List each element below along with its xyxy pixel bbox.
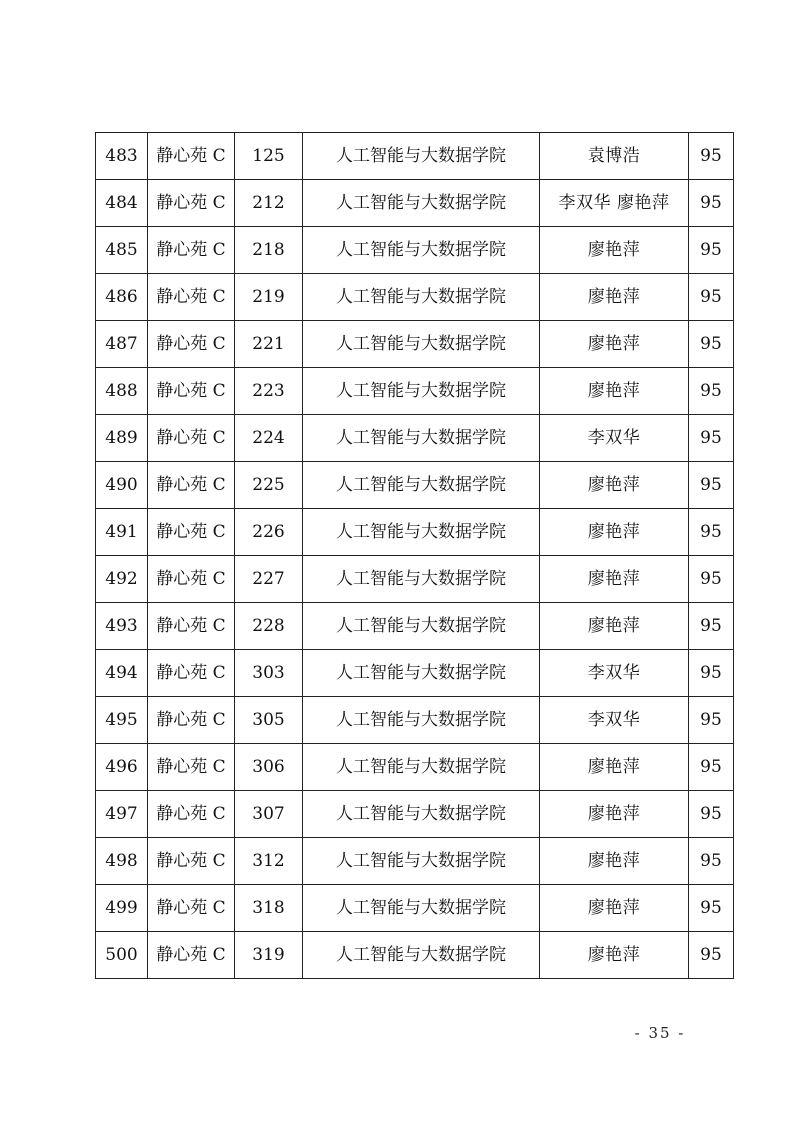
cell-room-number: 225 (235, 462, 303, 509)
cell-building: 静心苑 C (148, 791, 235, 838)
cell-room-number: 319 (235, 932, 303, 979)
cell-college: 人工智能与大数据学院 (303, 603, 540, 650)
cell-room-number: 227 (235, 556, 303, 603)
cell-room-number: 125 (235, 133, 303, 180)
table-row (96, 321, 734, 368)
cell-room-number: 305 (235, 697, 303, 744)
table-row (96, 180, 734, 227)
cell-building: 静心苑 C (148, 415, 235, 462)
cell-counselor-name: 廖艳萍 (540, 838, 689, 885)
cell-building: 静心苑 C (148, 274, 235, 321)
cell-room-number: 312 (235, 838, 303, 885)
cell-college: 人工智能与大数据学院 (303, 838, 540, 885)
table-row (96, 556, 734, 603)
cell-serial-number: 500 (96, 932, 148, 979)
cell-counselor-name: 廖艳萍 (540, 274, 689, 321)
cell-counselor-name: 李双华 廖艳萍 (540, 180, 689, 227)
table-row (96, 368, 734, 415)
cell-counselor-name: 袁博浩 (540, 133, 689, 180)
cell-college: 人工智能与大数据学院 (303, 227, 540, 274)
table-row (96, 462, 734, 509)
cell-score: 95 (689, 274, 734, 321)
cell-college: 人工智能与大数据学院 (303, 274, 540, 321)
cell-score: 95 (689, 368, 734, 415)
page-number: - 35 - (634, 1024, 686, 1042)
cell-room-number: 221 (235, 321, 303, 368)
cell-score: 95 (689, 227, 734, 274)
cell-serial-number: 483 (96, 133, 148, 180)
cell-building: 静心苑 C (148, 321, 235, 368)
table-row (96, 932, 734, 979)
table-row (96, 650, 734, 697)
cell-building: 静心苑 C (148, 227, 235, 274)
cell-college: 人工智能与大数据学院 (303, 556, 540, 603)
cell-counselor-name: 廖艳萍 (540, 556, 689, 603)
cell-score: 95 (689, 321, 734, 368)
table-row (96, 415, 734, 462)
cell-college: 人工智能与大数据学院 (303, 509, 540, 556)
cell-counselor-name: 李双华 (540, 697, 689, 744)
cell-counselor-name: 廖艳萍 (540, 791, 689, 838)
cell-building: 静心苑 C (148, 650, 235, 697)
cell-room-number: 218 (235, 227, 303, 274)
cell-counselor-name: 廖艳萍 (540, 509, 689, 556)
cell-score: 95 (689, 603, 734, 650)
cell-building: 静心苑 C (148, 603, 235, 650)
cell-building: 静心苑 C (148, 744, 235, 791)
cell-college: 人工智能与大数据学院 (303, 415, 540, 462)
cell-score: 95 (689, 415, 734, 462)
table-row (96, 227, 734, 274)
cell-score: 95 (689, 180, 734, 227)
cell-college: 人工智能与大数据学院 (303, 650, 540, 697)
table-row (96, 791, 734, 838)
cell-serial-number: 493 (96, 603, 148, 650)
cell-college: 人工智能与大数据学院 (303, 180, 540, 227)
cell-college: 人工智能与大数据学院 (303, 321, 540, 368)
cell-serial-number: 495 (96, 697, 148, 744)
cell-room-number: 306 (235, 744, 303, 791)
cell-counselor-name: 廖艳萍 (540, 885, 689, 932)
cell-score: 95 (689, 838, 734, 885)
cell-serial-number: 489 (96, 415, 148, 462)
table-row (96, 838, 734, 885)
cell-building: 静心苑 C (148, 133, 235, 180)
cell-serial-number: 486 (96, 274, 148, 321)
cell-room-number: 224 (235, 415, 303, 462)
cell-serial-number: 491 (96, 509, 148, 556)
table-row (96, 133, 734, 180)
cell-score: 95 (689, 697, 734, 744)
cell-building: 静心苑 C (148, 368, 235, 415)
cell-score: 95 (689, 133, 734, 180)
cell-score: 95 (689, 932, 734, 979)
table-row (96, 744, 734, 791)
cell-building: 静心苑 C (148, 885, 235, 932)
cell-score: 95 (689, 556, 734, 603)
table-row (96, 697, 734, 744)
cell-serial-number: 499 (96, 885, 148, 932)
table-row (96, 509, 734, 556)
cell-college: 人工智能与大数据学院 (303, 697, 540, 744)
cell-serial-number: 494 (96, 650, 148, 697)
cell-counselor-name: 李双华 (540, 415, 689, 462)
cell-serial-number: 488 (96, 368, 148, 415)
cell-building: 静心苑 C (148, 509, 235, 556)
cell-room-number: 223 (235, 368, 303, 415)
cell-serial-number: 484 (96, 180, 148, 227)
dormitory-score-table (95, 132, 734, 979)
cell-counselor-name: 廖艳萍 (540, 462, 689, 509)
cell-score: 95 (689, 791, 734, 838)
cell-counselor-name: 廖艳萍 (540, 932, 689, 979)
cell-building: 静心苑 C (148, 556, 235, 603)
cell-score: 95 (689, 509, 734, 556)
cell-building: 静心苑 C (148, 697, 235, 744)
cell-building: 静心苑 C (148, 180, 235, 227)
cell-room-number: 219 (235, 274, 303, 321)
cell-serial-number: 497 (96, 791, 148, 838)
table-row (96, 274, 734, 321)
cell-counselor-name: 廖艳萍 (540, 227, 689, 274)
cell-room-number: 228 (235, 603, 303, 650)
cell-college: 人工智能与大数据学院 (303, 462, 540, 509)
cell-score: 95 (689, 744, 734, 791)
cell-college: 人工智能与大数据学院 (303, 932, 540, 979)
cell-college: 人工智能与大数据学院 (303, 368, 540, 415)
cell-room-number: 212 (235, 180, 303, 227)
cell-serial-number: 496 (96, 744, 148, 791)
cell-room-number: 318 (235, 885, 303, 932)
cell-score: 95 (689, 885, 734, 932)
cell-score: 95 (689, 650, 734, 697)
table-row (96, 885, 734, 932)
cell-counselor-name: 廖艳萍 (540, 744, 689, 791)
cell-serial-number: 498 (96, 838, 148, 885)
cell-counselor-name: 李双华 (540, 650, 689, 697)
cell-serial-number: 487 (96, 321, 148, 368)
cell-counselor-name: 廖艳萍 (540, 603, 689, 650)
cell-building: 静心苑 C (148, 462, 235, 509)
cell-room-number: 226 (235, 509, 303, 556)
cell-serial-number: 492 (96, 556, 148, 603)
cell-room-number: 303 (235, 650, 303, 697)
cell-college: 人工智能与大数据学院 (303, 885, 540, 932)
cell-college: 人工智能与大数据学院 (303, 744, 540, 791)
cell-room-number: 307 (235, 791, 303, 838)
table-body (96, 133, 734, 979)
cell-serial-number: 490 (96, 462, 148, 509)
cell-counselor-name: 廖艳萍 (540, 321, 689, 368)
cell-building: 静心苑 C (148, 838, 235, 885)
cell-building: 静心苑 C (148, 932, 235, 979)
cell-counselor-name: 廖艳萍 (540, 368, 689, 415)
cell-college: 人工智能与大数据学院 (303, 791, 540, 838)
cell-serial-number: 485 (96, 227, 148, 274)
table-row (96, 603, 734, 650)
cell-college: 人工智能与大数据学院 (303, 133, 540, 180)
cell-score: 95 (689, 462, 734, 509)
